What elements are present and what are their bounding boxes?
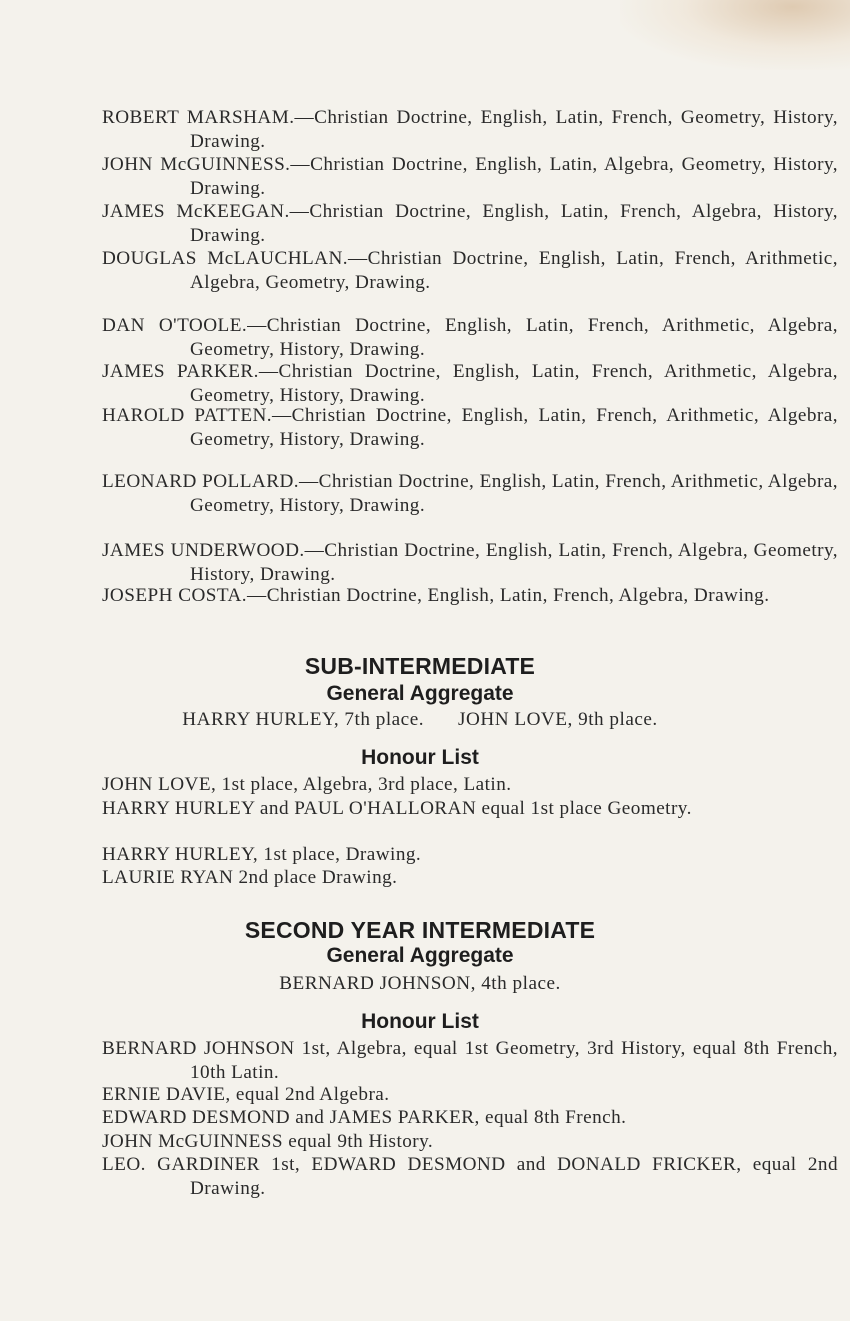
aggregate-heading: General Aggregate [326, 944, 514, 967]
aggregate-right: JOHN LOVE, 9th place. [458, 709, 658, 730]
section-title: SUB-INTERMEDIATE [304, 653, 536, 679]
aggregate-heading: General Aggregate [326, 682, 514, 705]
honour-entry: BERNARD JOHNSON 1st, Algebra, equal 1st Geometry, 3rd History, equal 8th French, 10th Latin. [102, 1038, 838, 1083]
honour-entry: EDWARD DESMOND and JAMES PARKER, equal 8th French. [102, 1107, 627, 1128]
honour-entry: HARRY HURLEY, 1st place, Drawing. [102, 844, 422, 865]
honour-entry: LEO. GARDINER 1st, EDWARD DESMOND and DONALD FRICKER, equal 2nd Drawing. [102, 1154, 838, 1199]
aggregate-line: BERNARD JOHNSON, 4th place. [279, 973, 561, 994]
honour-entry: ERNIE DAVIE, equal 2nd Algebra. [102, 1084, 390, 1105]
student-entry: JAMES PARKER.—Christian Doctrine, English, Latin, French, Arithmetic, Algebra, Geometry, History, Drawing. [102, 361, 838, 406]
student-entry: ROBERT MARSHAM.—Christian Doctrine, English, Latin, French, Geometry, History, Drawing. [102, 107, 838, 152]
aggregate-line [90, 709, 750, 731]
honour-entry: HARRY HURLEY and PAUL O'HALLORAN equal 1st place Geometry. [102, 798, 692, 819]
student-entry: HAROLD PATTEN.—Christian Doctrine, English, Latin, French, Arithmetic, Algebra, Geometry, History, Drawing. [102, 405, 838, 450]
student-entry: LEONARD POLLARD.—Christian Doctrine, English, Latin, French, Arithmetic, Algebra, Geometry, History, Drawing. [102, 471, 838, 516]
student-entry: JOHN McGUINNESS.—Christian Doctrine, English, Latin, Algebra, Geometry, History, Drawing. [102, 154, 838, 199]
student-entry: JOSEPH COSTA.—Christian Doctrine, English, Latin, French, Algebra, Drawing. [102, 585, 770, 606]
honour-entry: JOHN McGUINNESS equal 9th History. [102, 1131, 434, 1152]
section-title: SECOND YEAR INTERMEDIATE [244, 917, 596, 943]
student-entry: DAN O'TOOLE.—Christian Doctrine, English, Latin, French, Arithmetic, Algebra, Geometry, History, Drawing. [102, 315, 838, 360]
student-entry: JAMES McKEEGAN.—Christian Doctrine, English, Latin, French, Algebra, History, Drawing. [102, 201, 838, 246]
honour-heading: Honour List [361, 746, 479, 769]
aggregate-left: HARRY HURLEY, 7th place. [182, 709, 425, 730]
honour-entry: LAURIE RYAN 2nd place Drawing. [102, 867, 398, 888]
student-entry: JAMES UNDERWOOD.—Christian Doctrine, English, Latin, French, Algebra, Geometry, History, Drawing. [102, 540, 838, 585]
honour-entry: JOHN LOVE, 1st place, Algebra, 3rd place, Latin. [102, 774, 512, 795]
honour-heading: Honour List [361, 1010, 479, 1033]
student-entry: DOUGLAS McLAUCHLAN.—Christian Doctrine, English, Latin, French, Arithmetic, Algebra, Geometry, Drawing. [102, 248, 838, 293]
